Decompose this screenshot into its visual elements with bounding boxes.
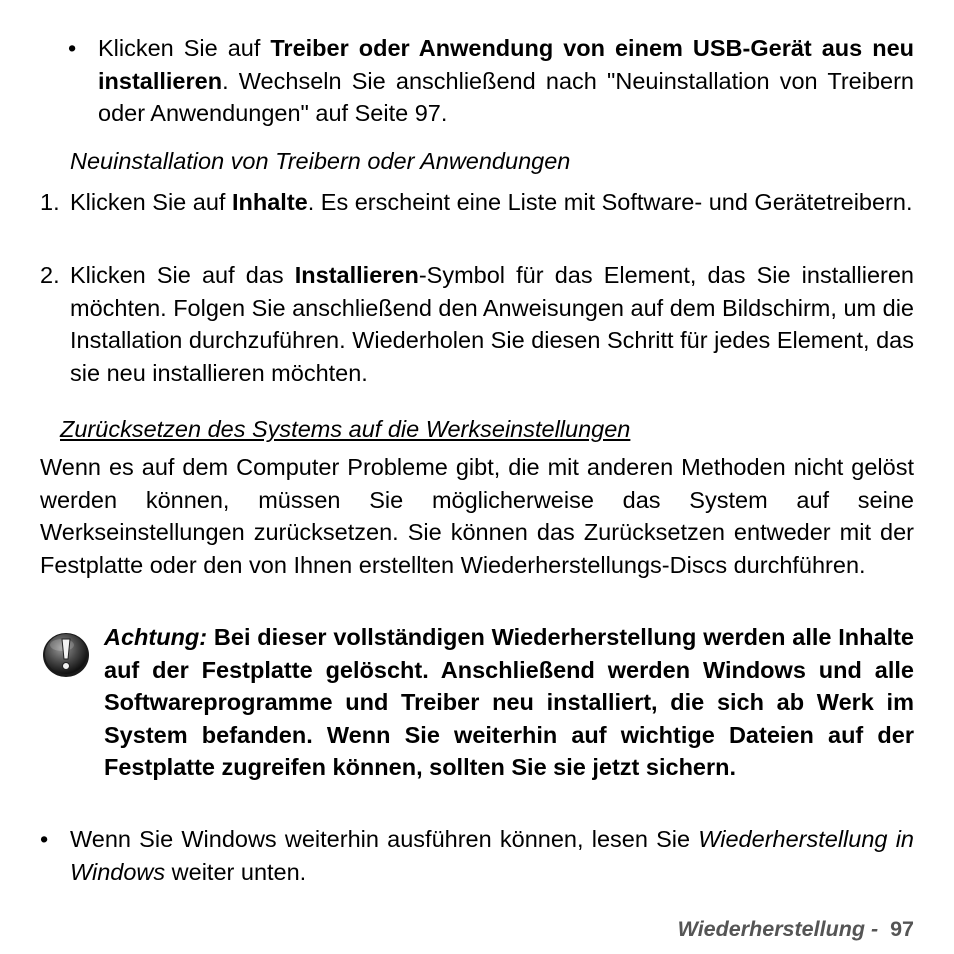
bullet-marker: •: [68, 35, 77, 61]
bullet-marker: •: [40, 826, 49, 852]
subheading: Neuinstallation von Treibern oder Anwendungen: [70, 148, 571, 174]
warning-exclamation-icon-graphic: [40, 628, 92, 680]
bullet-text: Klicken Sie auf Treiber oder Anwendung von einem USB-Gerät aus neu installieren. Wechseln Sie anschließend nach "Neuinstallation von Treibern oder Anwendungen" auf Seite 97.: [98, 35, 914, 126]
step-number: 1.: [40, 189, 60, 215]
step-number: 2.: [40, 262, 60, 288]
bullet-item-usb-reinstall: [40, 32, 914, 130]
section-heading: Zurücksetzen des Systems auf die Werkseinstellungen: [60, 416, 631, 442]
italic-link-text: Wiederherstellung in Windows: [70, 826, 914, 885]
bold-term: Inhalte: [231, 189, 308, 215]
warning-text: Achtung: Bei dieser vollständigen Wiederherstellung werden alle Inhalte auf der Festplatte gelöscht. Anschließend werden Windows und alle Softwareprogramme und Treiber neu installiert, die sich ab Werk im System befanden. Wenn Sie weiterhin auf wichtige Dateien auf der Festplatte zugreifen können, sollten Sie sie jetzt sichern.: [104, 624, 914, 780]
bold-term: Treiber oder Anwendung von einem USB-Gerät aus neu installieren: [98, 35, 914, 94]
numbered-step-1: [40, 186, 914, 219]
page-number: 97: [890, 917, 914, 941]
bullet-item-windows: [40, 823, 914, 888]
step-text: Klicken Sie auf Inhalte. Es erscheint eine Liste mit Software- und Gerätetreibern.: [70, 189, 913, 215]
warning-label: Achtung:: [104, 624, 208, 650]
numbered-step-2: [40, 259, 914, 389]
bold-term: Installieren: [294, 262, 419, 288]
footer-section: Wiederherstellung -: [677, 917, 879, 941]
page-footer: [678, 915, 914, 943]
step-text: Klicken Sie auf das Installieren-Symbol für das Element, das Sie installieren möchten. Folgen Sie anschließend den Anweisungen auf dem Bildschirm, um die Installation durchzuführen. Wiederholen Sie diesen Schritt für jedes Element, das sie neu installieren möchten.: [70, 262, 914, 386]
warning-exclamation-icon: [40, 628, 92, 680]
body-paragraph: Wenn es auf dem Computer Probleme gibt, die mit anderen Methoden nicht gelöst werden können, müssen Sie möglicherweise das System auf seine Werkseinstellungen zurücksetzen. Sie können das Zurücksetzen entweder mit der Festplatte oder den von Ihnen erstellten Wiederherstellungs-Discs durchführen.: [40, 454, 914, 578]
bullet-text: Wenn Sie Windows weiterhin ausführen können, lesen Sie Wiederherstellung in Windows weiter unten.: [70, 826, 914, 885]
